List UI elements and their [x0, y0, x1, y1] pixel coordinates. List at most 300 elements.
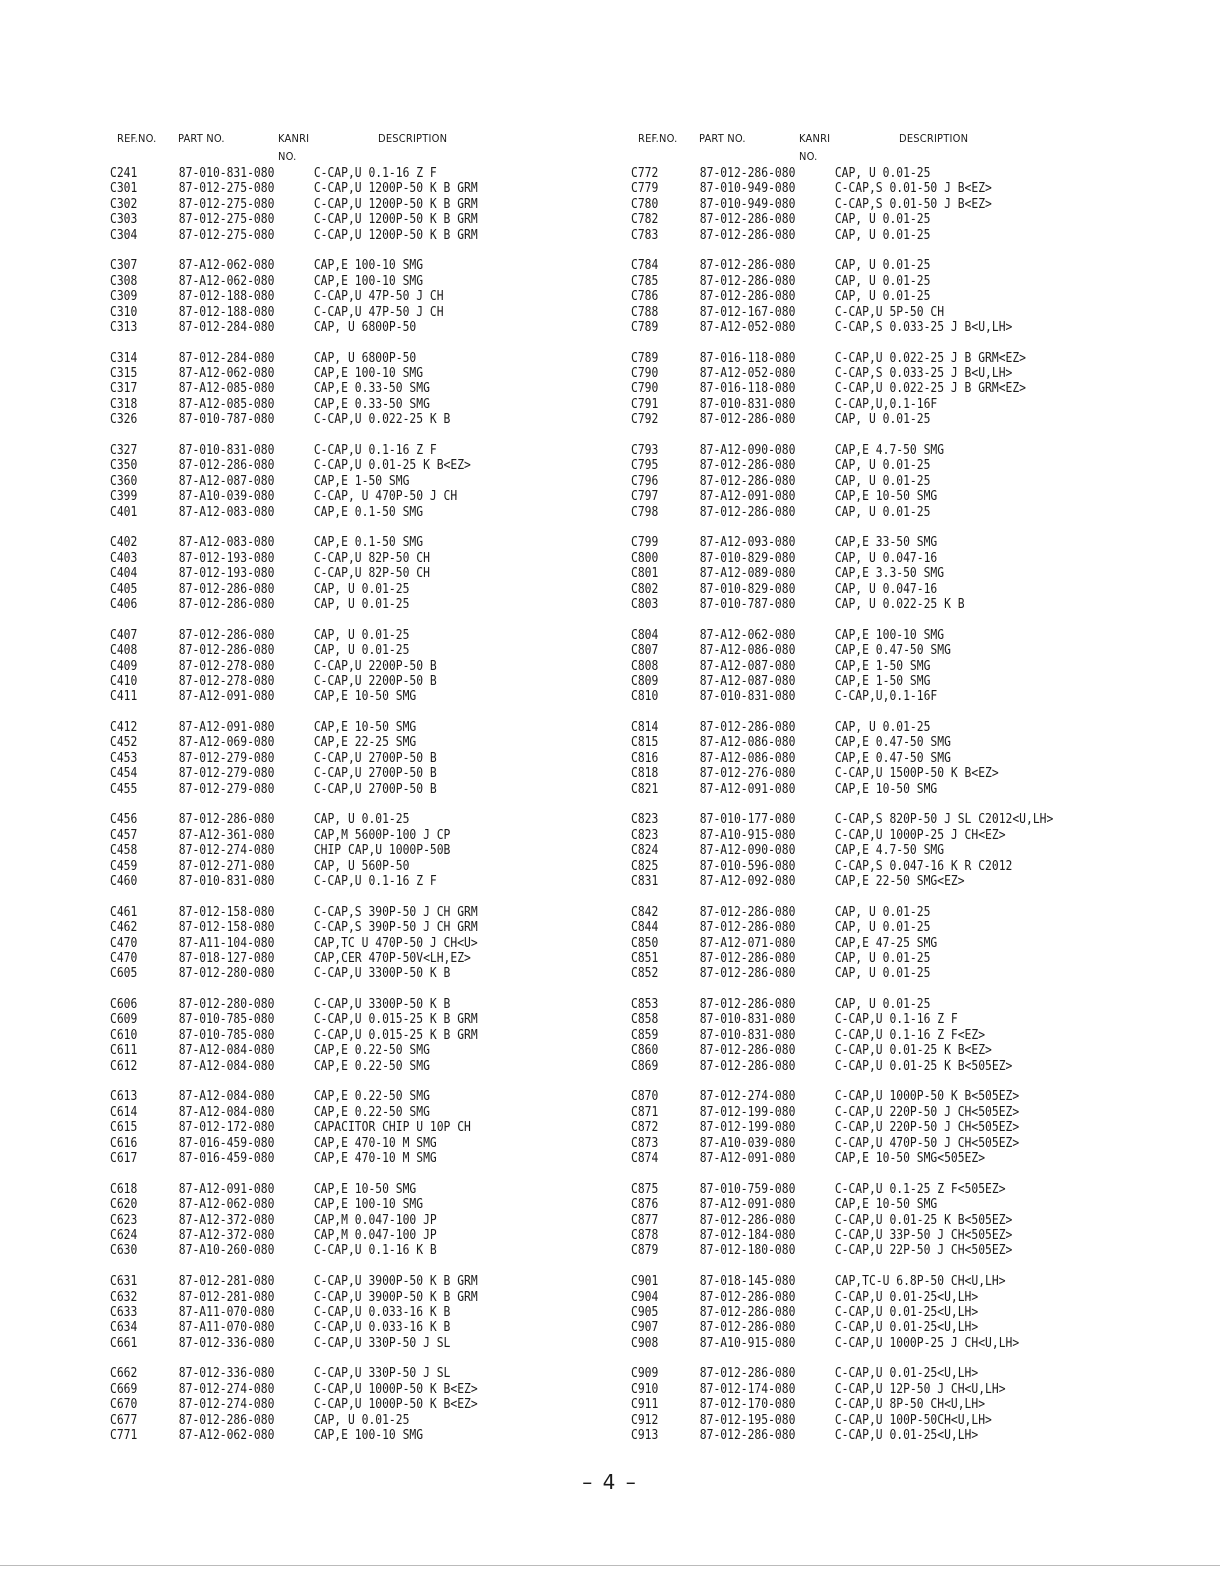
part-no: 87-016-459-080	[178, 1135, 275, 1151]
part-no: 87-012-279-080	[178, 766, 275, 782]
description: CAP, U 0.01-25	[834, 258, 931, 274]
description: C-CAP,U 8P-50 CH<U,LH>	[834, 1397, 986, 1413]
part-no: 87-012-286-080	[699, 997, 796, 1013]
ref-no: C310	[110, 304, 138, 320]
ref-no: C793	[631, 443, 659, 459]
part-no: 87-A12-084-080	[178, 1043, 275, 1059]
ref-no: C616	[110, 1135, 138, 1151]
ref-no: C403	[110, 550, 138, 566]
description: C-CAP,U 470P-50 J CH<505EZ>	[834, 1135, 1020, 1151]
ref-no: C405	[110, 581, 138, 597]
ref-no: C816	[631, 750, 659, 766]
part-no: 87-A10-260-080	[178, 1243, 275, 1259]
part-no: 87-012-286-080	[699, 966, 796, 982]
part-no: 87-012-279-080	[178, 750, 275, 766]
part-no: 87-A12-062-080	[178, 1197, 275, 1213]
description: C-CAP,U 0.022-25 K B	[313, 412, 451, 428]
description: C-CAP,S 0.01-50 J B<EZ>	[834, 196, 992, 212]
part-no: 87-A12-086-080	[699, 750, 796, 766]
ref-no: C609	[110, 1012, 138, 1028]
ref-no: C823	[631, 827, 659, 843]
description: CAP,E 0.33-50 SMG	[313, 396, 430, 412]
description: C-CAP,U 1500P-50 K B<EZ>	[834, 766, 999, 782]
description: CAP, U 0.01-25	[313, 581, 410, 597]
part-no: 87-010-831-080	[699, 1027, 796, 1043]
part-no: 87-012-286-080	[178, 812, 275, 828]
ref-no: C842	[631, 904, 659, 920]
ref-no: C799	[631, 535, 659, 551]
ref-no: C802	[631, 581, 659, 597]
ref-no: C632	[110, 1289, 138, 1305]
ref-no: C452	[110, 735, 138, 751]
description: C-CAP,U 0.033-16 K B	[313, 1320, 451, 1336]
ref-no: C808	[631, 658, 659, 674]
ref-no: C789	[631, 319, 659, 335]
part-no: 87-A12-087-080	[699, 658, 796, 674]
part-no: 87-A12-052-080	[699, 319, 796, 335]
part-no: 87-010-831-080	[178, 443, 275, 459]
ref-no: C860	[631, 1043, 659, 1059]
description: C-CAP,U 33P-50 J CH<505EZ>	[834, 1227, 1013, 1243]
ref-no: C772	[631, 166, 659, 181]
header-description: DESCRIPTION	[378, 132, 448, 145]
description: C-CAP,U 330P-50 J SL	[313, 1366, 451, 1382]
part-no: 87-A12-093-080	[699, 535, 796, 551]
description: CAP,E 470-10 M SMG	[313, 1135, 437, 1151]
ref-no: C874	[631, 1151, 659, 1166]
part-no: 87-016-118-080	[699, 350, 796, 366]
part-no: 87-A12-062-080	[699, 627, 796, 643]
ref-no: C814	[631, 720, 659, 736]
part-no: 87-012-286-080	[699, 1289, 796, 1305]
ref-no: C309	[110, 289, 138, 305]
description: CAP,E 0.47-50 SMG	[834, 643, 951, 659]
ref-no: C783	[631, 227, 659, 243]
ref-no: C873	[631, 1135, 659, 1151]
part-no: 87-012-286-080	[699, 1058, 796, 1074]
description: C-CAP,U 47P-50 J CH	[313, 304, 444, 320]
ref-no: C785	[631, 273, 659, 289]
description: CAP, U 0.01-25	[834, 950, 931, 966]
part-no: 87-012-286-080	[699, 1320, 796, 1336]
part-no: 87-A12-052-080	[699, 366, 796, 382]
ref-no: C304	[110, 227, 138, 243]
description: CAP, U 0.047-16	[834, 550, 938, 566]
ref-no: C631	[110, 1274, 138, 1290]
ref-no: C876	[631, 1197, 659, 1213]
description: CAP,E 10-50 SMG	[834, 489, 938, 505]
ref-no: C788	[631, 304, 659, 320]
ref-no: C790	[631, 366, 659, 382]
ref-no: C401	[110, 504, 138, 520]
part-no: 87-A12-062-080	[178, 258, 275, 274]
part-no: 87-A12-084-080	[178, 1058, 275, 1074]
ref-no: C821	[631, 781, 659, 797]
ref-no: C869	[631, 1058, 659, 1074]
description: C-CAP,U 0.01-25<U,LH>	[834, 1304, 979, 1320]
description: CAP,E 0.47-50 SMG	[834, 735, 951, 751]
ref-no: C360	[110, 473, 138, 489]
part-no: 87-012-274-080	[699, 1089, 796, 1105]
description: C-CAP,U 0.1-16 K B	[313, 1243, 437, 1259]
ref-no: C780	[631, 196, 659, 212]
ref-no: C326	[110, 412, 138, 428]
description: CAP,E 0.22-50 SMG	[313, 1043, 430, 1059]
description: CAP,M 5600P-100 J CP	[313, 827, 451, 843]
description: CAP,M 0.047-100 JP	[313, 1227, 437, 1243]
ref-no: C615	[110, 1120, 138, 1136]
description: CAP,E 0.1-50 SMG	[313, 504, 424, 520]
part-no: 87-018-145-080	[699, 1274, 796, 1290]
description: C-CAP,U 0.1-16 Z F	[834, 1012, 958, 1028]
description: CAP, U 0.01-25	[834, 920, 931, 936]
part-no: 87-A12-086-080	[699, 643, 796, 659]
description: CAP, U 0.01-25	[834, 473, 931, 489]
part-no: 87-012-184-080	[699, 1227, 796, 1243]
part-no: 87-012-275-080	[178, 196, 275, 212]
description: CAP, U 6800P-50	[313, 319, 417, 335]
part-no: 87-012-158-080	[178, 920, 275, 936]
description: C-CAP, U 470P-50 J CH	[313, 489, 458, 505]
ref-no: C411	[110, 689, 138, 705]
description: CAP, U 0.01-25	[834, 412, 931, 428]
description: C-CAP,S 0.033-25 J B<U,LH>	[834, 366, 1013, 382]
page-number: – 4 –	[582, 1470, 638, 1494]
part-no: 87-010-787-080	[178, 412, 275, 428]
ref-no: C779	[631, 181, 659, 197]
part-no: 87-A11-070-080	[178, 1304, 275, 1320]
part-no: 87-A12-089-080	[699, 566, 796, 582]
description: CAP,E 1-50 SMG	[313, 473, 410, 489]
description: C-CAP,U 220P-50 J CH<505EZ>	[834, 1120, 1020, 1136]
part-no: 87-010-831-080	[699, 1012, 796, 1028]
description: CAP,E 22-25 SMG	[313, 735, 417, 751]
description: CAP, U 0.01-25	[834, 904, 931, 920]
ref-no: C844	[631, 920, 659, 936]
part-no: 87-012-286-080	[699, 473, 796, 489]
part-no: 87-012-286-080	[699, 720, 796, 736]
description: C-CAP,U 0.1-16 Z F	[313, 443, 437, 459]
description: C-CAP,U 82P-50 CH	[313, 550, 430, 566]
ref-no: C662	[110, 1366, 138, 1382]
ref-no: C803	[631, 596, 659, 612]
description: C-CAP,U 2700P-50 B	[313, 781, 437, 797]
description: CAP,E 0.22-50 SMG	[313, 1089, 430, 1105]
ref-no: C303	[110, 212, 138, 228]
ref-no: C798	[631, 504, 659, 520]
description: CAP, U 0.01-25	[313, 596, 410, 612]
description: CHIP CAP,U 1000P-50B	[313, 843, 451, 859]
description: C-CAP,U 0.01-25<U,LH>	[834, 1428, 979, 1444]
ref-no: C810	[631, 689, 659, 705]
description: CAP,E 3.3-50 SMG	[834, 566, 945, 582]
part-no: 87-010-785-080	[178, 1012, 275, 1028]
description: C-CAP,U 0.1-16 Z F	[313, 166, 437, 181]
description: C-CAP,U 100P-50CH<U,LH>	[834, 1412, 992, 1428]
description: C-CAP,U 0.1-16 Z F	[313, 873, 437, 889]
part-no: 87-012-170-080	[699, 1397, 796, 1413]
description: C-CAP,U 330P-50 J SL	[313, 1335, 451, 1351]
part-no: 87-012-286-080	[178, 643, 275, 659]
part-no: 87-A11-104-080	[178, 935, 275, 951]
part-no: 87-A12-084-080	[178, 1104, 275, 1120]
part-no: 87-A12-092-080	[699, 873, 796, 889]
description: CAP,E 10-50 SMG	[313, 1181, 417, 1197]
part-no: 87-A12-062-080	[178, 1428, 275, 1444]
part-no: 87-A12-087-080	[178, 473, 275, 489]
ref-no: C909	[631, 1366, 659, 1382]
description: C-CAP,U 0.01-25 K B<505EZ>	[834, 1058, 1013, 1074]
part-no: 87-012-336-080	[178, 1366, 275, 1382]
ref-no: C795	[631, 458, 659, 474]
header-part-no: PART NO.	[178, 132, 225, 145]
ref-no: C870	[631, 1089, 659, 1105]
ref-no: C618	[110, 1181, 138, 1197]
ref-no: C402	[110, 535, 138, 551]
part-no: 87-A12-372-080	[178, 1227, 275, 1243]
ref-no: C314	[110, 350, 138, 366]
description: C-CAP,U 0.01-25 K B<EZ>	[834, 1043, 992, 1059]
ref-no: C771	[110, 1428, 138, 1444]
ref-no: C613	[110, 1089, 138, 1105]
part-no: 87-012-286-080	[699, 212, 796, 228]
ref-no: C301	[110, 181, 138, 197]
ref-no: C407	[110, 627, 138, 643]
part-no: 87-012-284-080	[178, 350, 275, 366]
part-no: 87-012-180-080	[699, 1243, 796, 1259]
part-no: 87-010-829-080	[699, 581, 796, 597]
part-no: 87-012-193-080	[178, 550, 275, 566]
part-no: 87-A12-091-080	[699, 1197, 796, 1213]
description: CAP,E 100-10 SMG	[834, 627, 945, 643]
ref-no: C904	[631, 1289, 659, 1305]
description: CAP,E 100-10 SMG	[313, 273, 424, 289]
ref-no: C614	[110, 1104, 138, 1120]
part-no: 87-A12-062-080	[178, 273, 275, 289]
description: CAP, U 0.01-25	[834, 212, 931, 228]
ref-no: C605	[110, 966, 138, 982]
description: C-CAP,U,0.1-16F	[834, 689, 938, 705]
part-no: 87-012-275-080	[178, 212, 275, 228]
part-no: 87-A12-091-080	[699, 781, 796, 797]
part-no: 87-012-286-080	[178, 581, 275, 597]
description: C-CAP,U 0.015-25 K B GRM	[313, 1012, 478, 1028]
ref-no: C853	[631, 997, 659, 1013]
description: C-CAP,U 0.033-16 K B	[313, 1304, 451, 1320]
part-no: 87-016-459-080	[178, 1151, 275, 1166]
description: CAP,E 4.7-50 SMG	[834, 843, 945, 859]
ref-no: C789	[631, 350, 659, 366]
part-no: 87-010-831-080	[178, 873, 275, 889]
description: CAP, U 0.01-25	[834, 166, 931, 181]
ref-no: C875	[631, 1181, 659, 1197]
ref-no: C315	[110, 366, 138, 382]
header-kanri: KANRI	[278, 132, 310, 145]
ref-no: C807	[631, 643, 659, 659]
ref-no: C327	[110, 443, 138, 459]
bottom-divider	[0, 1565, 1220, 1566]
description: C-CAP,U 82P-50 CH	[313, 566, 430, 582]
ref-no: C801	[631, 566, 659, 582]
part-no: 87-012-286-080	[178, 458, 275, 474]
part-no: 87-012-286-080	[699, 273, 796, 289]
ref-no: C823	[631, 812, 659, 828]
ref-no: C792	[631, 412, 659, 428]
description: CAP, U 0.01-25	[313, 643, 410, 659]
part-no: 87-012-158-080	[178, 904, 275, 920]
part-no: 87-018-127-080	[178, 950, 275, 966]
part-no: 87-012-279-080	[178, 781, 275, 797]
description: C-CAP,U 220P-50 J CH<505EZ>	[834, 1104, 1020, 1120]
ref-no: C905	[631, 1304, 659, 1320]
ref-no: C633	[110, 1304, 138, 1320]
description: CAP,E 1-50 SMG	[834, 658, 931, 674]
ref-no: C872	[631, 1120, 659, 1136]
ref-no: C623	[110, 1212, 138, 1228]
part-no: 87-A12-087-080	[699, 673, 796, 689]
description: CAP,E 100-10 SMG	[313, 1428, 424, 1444]
ref-no: C606	[110, 997, 138, 1013]
ref-no: C871	[631, 1104, 659, 1120]
description: C-CAP,U 12P-50 J CH<U,LH>	[834, 1381, 1006, 1397]
description: CAP, U 0.01-25	[313, 1412, 410, 1428]
description: CAP,E 10-50 SMG	[313, 689, 417, 705]
ref-no: C782	[631, 212, 659, 228]
description: CAP,E 0.22-50 SMG	[313, 1104, 430, 1120]
ref-no: C313	[110, 319, 138, 335]
ref-no: C399	[110, 489, 138, 505]
ref-no: C791	[631, 396, 659, 412]
description: C-CAP,U 1200P-50 K B GRM	[313, 181, 478, 197]
part-no: 87-010-787-080	[699, 596, 796, 612]
description: CAP,E 0.33-50 SMG	[313, 381, 430, 397]
ref-no: C630	[110, 1243, 138, 1259]
description: C-CAP,U 2200P-50 B	[313, 658, 437, 674]
description: C-CAP,U 0.01-25 K B<505EZ>	[834, 1212, 1013, 1228]
description: CAP,E 22-50 SMG<EZ>	[834, 873, 965, 889]
description: CAP, U 0.01-25	[313, 627, 410, 643]
part-no: 87-012-188-080	[178, 289, 275, 305]
ref-no: C825	[631, 858, 659, 874]
part-no: 87-012-286-080	[699, 258, 796, 274]
ref-no: C818	[631, 766, 659, 782]
ref-no: C661	[110, 1335, 138, 1351]
part-no: 87-012-278-080	[178, 658, 275, 674]
description: C-CAP,U 5P-50 CH	[834, 304, 945, 320]
ref-no: C800	[631, 550, 659, 566]
ref-no: C241	[110, 166, 138, 181]
part-no: 87-012-284-080	[178, 319, 275, 335]
part-no: 87-012-199-080	[699, 1120, 796, 1136]
ref-no: C796	[631, 473, 659, 489]
description: C-CAP,U 0.01-25<U,LH>	[834, 1289, 979, 1305]
ref-no: C317	[110, 381, 138, 397]
part-no: 87-012-174-080	[699, 1381, 796, 1397]
ref-no: C852	[631, 966, 659, 982]
ref-no: C462	[110, 920, 138, 936]
part-no: 87-012-286-080	[699, 412, 796, 428]
part-no: 87-012-195-080	[699, 1412, 796, 1428]
ref-no: C797	[631, 489, 659, 505]
description: CAP,E 47-25 SMG	[834, 935, 938, 951]
ref-no: C859	[631, 1027, 659, 1043]
ref-no: C406	[110, 596, 138, 612]
part-no: 87-A10-039-080	[178, 489, 275, 505]
ref-no: C910	[631, 1381, 659, 1397]
part-no: 87-A12-091-080	[178, 720, 275, 736]
description: C-CAP,U 22P-50 J CH<505EZ>	[834, 1243, 1013, 1259]
part-no: 87-A12-083-080	[178, 504, 275, 520]
part-no: 87-010-831-080	[699, 396, 796, 412]
ref-no: C786	[631, 289, 659, 305]
description: CAP, U 6800P-50	[313, 350, 417, 366]
description: CAP,E 10-50 SMG	[834, 1197, 938, 1213]
description: CAP, U 0.01-25	[834, 997, 931, 1013]
part-no: 87-012-286-080	[178, 1412, 275, 1428]
description: CAP,E 0.1-50 SMG	[313, 535, 424, 551]
description: C-CAP,U 1000P-50 K B<505EZ>	[834, 1089, 1020, 1105]
ref-no: C457	[110, 827, 138, 843]
ref-no: C612	[110, 1058, 138, 1074]
ref-no: C455	[110, 781, 138, 797]
ref-no: C350	[110, 458, 138, 474]
description: C-CAP,U 2200P-50 B	[313, 673, 437, 689]
description: C-CAP,U 1000P-50 K B<EZ>	[313, 1381, 478, 1397]
part-no: 87-012-274-080	[178, 1397, 275, 1413]
description: CAP,E 10-50 SMG	[834, 781, 938, 797]
description: C-CAP,U 1200P-50 K B GRM	[313, 212, 478, 228]
part-no: 87-012-274-080	[178, 843, 275, 859]
part-no: 87-012-286-080	[699, 166, 796, 181]
description: CAP,E 0.22-50 SMG	[313, 1058, 430, 1074]
ref-no: C408	[110, 643, 138, 659]
ref-no: C908	[631, 1335, 659, 1351]
ref-no: C850	[631, 935, 659, 951]
part-no: 87-010-759-080	[699, 1181, 796, 1197]
description: CAP,E 4.7-50 SMG	[834, 443, 945, 459]
part-no: 87-012-286-080	[699, 1043, 796, 1059]
ref-no: C669	[110, 1381, 138, 1397]
ref-no: C302	[110, 196, 138, 212]
description: C-CAP,U 1000P-25 J CH<EZ>	[834, 827, 1006, 843]
part-no: 87-012-286-080	[699, 950, 796, 966]
part-no: 87-012-280-080	[178, 997, 275, 1013]
ref-no: C907	[631, 1320, 659, 1336]
part-no: 87-012-275-080	[178, 227, 275, 243]
ref-no: C470	[110, 935, 138, 951]
part-no: 87-A12-091-080	[178, 689, 275, 705]
part-no: 87-A12-372-080	[178, 1212, 275, 1228]
ref-no: C461	[110, 904, 138, 920]
description: CAPACITOR CHIP U 10P CH	[313, 1120, 471, 1136]
ref-no: C911	[631, 1397, 659, 1413]
ref-no: C460	[110, 873, 138, 889]
description: CAP,E 100-10 SMG	[313, 1197, 424, 1213]
ref-no: C610	[110, 1027, 138, 1043]
ref-no: C809	[631, 673, 659, 689]
part-no: 87-012-286-080	[178, 596, 275, 612]
ref-no: C831	[631, 873, 659, 889]
ref-no: C459	[110, 858, 138, 874]
part-no: 87-012-286-080	[699, 1428, 796, 1444]
part-no: 87-012-271-080	[178, 858, 275, 874]
part-no: 87-012-274-080	[178, 1381, 275, 1397]
header-ref-no: REF.NO.	[638, 132, 678, 145]
description: CAP,E 470-10 M SMG	[313, 1151, 437, 1166]
ref-no: C620	[110, 1197, 138, 1213]
description: CAP,E 0.47-50 SMG	[834, 750, 951, 766]
description: C-CAP,S 0.033-25 J B<U,LH>	[834, 319, 1013, 335]
